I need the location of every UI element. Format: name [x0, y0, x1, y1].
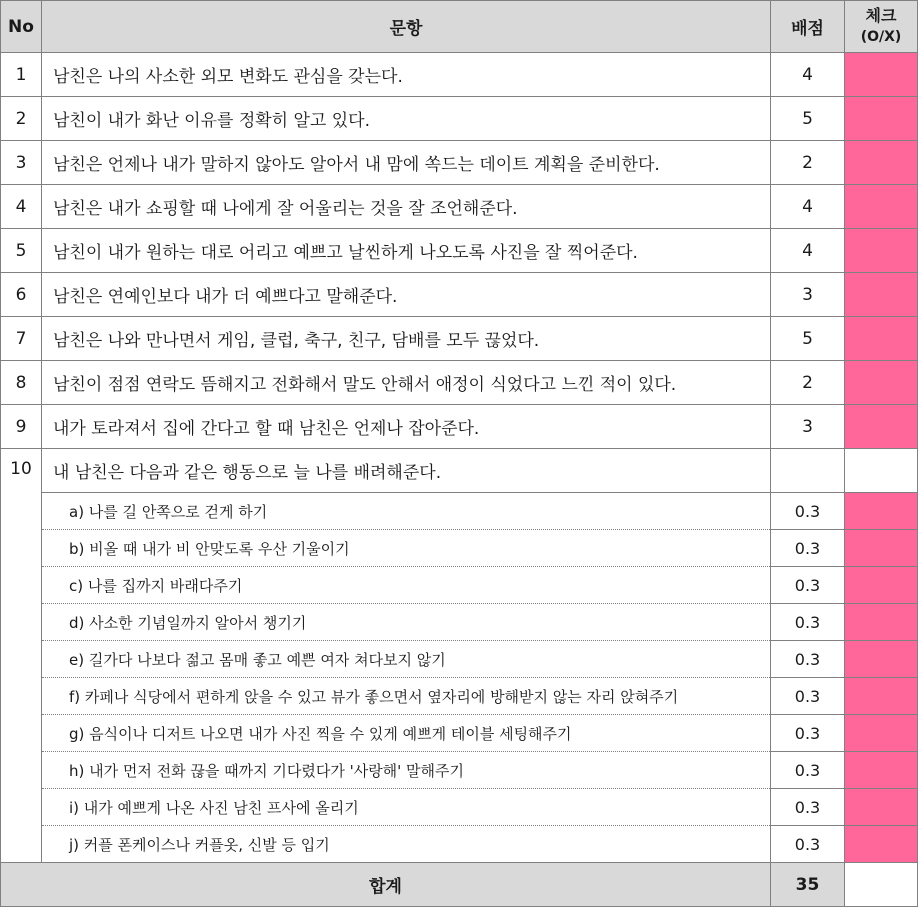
row-points: 2 [771, 141, 845, 185]
table-row [1, 361, 918, 405]
row-points: 4 [771, 229, 845, 273]
sub-item-text: b) 비올 때 내가 비 안맞도록 우산 기울이기 [42, 530, 771, 567]
header-check [845, 1, 918, 53]
sub-item-points: 0.3 [771, 678, 845, 715]
check-cell[interactable] [845, 141, 918, 185]
row-question: 내 남친은 다음과 같은 행동으로 늘 나를 배려해준다. [42, 449, 771, 493]
row-number: 2 [1, 97, 42, 141]
row-points-empty [771, 449, 845, 493]
sub-item-points: 0.3 [771, 530, 845, 567]
row-points: 3 [771, 273, 845, 317]
check-cell[interactable] [845, 752, 918, 789]
row-points: 4 [771, 53, 845, 97]
row-number: 3 [1, 141, 42, 185]
sub-item-text: h) 내가 먼저 전화 끊을 때까지 기다렸다가 '사랑해' 말해주기 [42, 752, 771, 789]
total-check-cell [845, 863, 918, 907]
row-points: 5 [771, 97, 845, 141]
check-cell[interactable] [845, 361, 918, 405]
row-number: 10 [1, 449, 42, 863]
table-row [1, 317, 918, 361]
header-check-sub: (O/X) [860, 29, 902, 45]
row-question: 남친이 점점 연락도 뜸해지고 전화해서 말도 안해서 애정이 식었다고 느낀 적이 있다. [42, 361, 771, 405]
check-cell[interactable] [845, 185, 918, 229]
header-question: 문항 [42, 1, 771, 53]
table-row [1, 449, 918, 493]
sub-item-row [1, 567, 918, 604]
sub-item-points: 0.3 [771, 641, 845, 678]
sub-item-points: 0.3 [771, 826, 845, 863]
sub-item-row [1, 678, 918, 715]
sub-item-text: c) 나를 집까지 바래다주기 [42, 567, 771, 604]
sub-item-text: e) 길가다 나보다 젊고 몸매 좋고 예쁜 여자 쳐다보지 않기 [42, 641, 771, 678]
check-cell[interactable] [845, 273, 918, 317]
row-number: 6 [1, 273, 42, 317]
row-number: 9 [1, 405, 42, 449]
row-points: 3 [771, 405, 845, 449]
table-row [1, 405, 918, 449]
row-question: 남친이 내가 화난 이유를 정확히 알고 있다. [42, 97, 771, 141]
header-check-label: 체크 [865, 6, 897, 25]
check-cell[interactable] [845, 530, 918, 567]
sub-item-text: i) 내가 예쁘게 나온 사진 남친 프사에 올리기 [42, 789, 771, 826]
table-row [1, 141, 918, 185]
check-cell[interactable] [845, 53, 918, 97]
table-row [1, 97, 918, 141]
sub-item-text: f) 카페나 식당에서 편하게 앉을 수 있고 뷰가 좋으면서 옆자리에 방해받지 않는 자리 앉혀주기 [42, 678, 771, 715]
table-row [1, 185, 918, 229]
sub-item-points: 0.3 [771, 789, 845, 826]
row-points: 2 [771, 361, 845, 405]
row-number: 8 [1, 361, 42, 405]
row-question: 남친은 언제나 내가 말하지 않아도 알아서 내 맘에 쏙드는 데이트 계획을 준비한다. [42, 141, 771, 185]
check-cell[interactable] [845, 678, 918, 715]
sub-item-row [1, 604, 918, 641]
check-cell[interactable] [845, 493, 918, 530]
check-cell[interactable] [845, 317, 918, 361]
check-cell[interactable] [845, 97, 918, 141]
total-points: 35 [771, 863, 845, 907]
table-row [1, 229, 918, 273]
row-question: 남친이 내가 원하는 대로 어리고 예쁘고 날씬하게 나오도록 사진을 잘 찍어준다. [42, 229, 771, 273]
table-row [1, 53, 918, 97]
header-no: No [1, 1, 42, 53]
total-label: 합계 [1, 863, 771, 907]
sub-item-row [1, 715, 918, 752]
row-question: 남친은 나의 사소한 외모 변화도 관심을 갖는다. [42, 53, 771, 97]
check-cell[interactable] [845, 567, 918, 604]
row-question: 남친은 연예인보다 내가 더 예쁘다고 말해준다. [42, 273, 771, 317]
sub-item-row [1, 530, 918, 567]
check-cell[interactable] [845, 641, 918, 678]
sub-item-row [1, 826, 918, 863]
check-cell-empty [845, 449, 918, 493]
sub-item-points: 0.3 [771, 752, 845, 789]
sub-item-points: 0.3 [771, 715, 845, 752]
row-question: 남친은 내가 쇼핑할 때 나에게 잘 어울리는 것을 잘 조언해준다. [42, 185, 771, 229]
row-points: 4 [771, 185, 845, 229]
row-question: 남친은 나와 만나면서 게임, 클럽, 축구, 친구, 담배를 모두 끊었다. [42, 317, 771, 361]
check-cell[interactable] [845, 789, 918, 826]
check-cell[interactable] [845, 229, 918, 273]
row-points: 5 [771, 317, 845, 361]
sub-item-text: g) 음식이나 디저트 나오면 내가 사진 찍을 수 있게 예쁘게 테이블 세팅해주기 [42, 715, 771, 752]
sub-item-row [1, 752, 918, 789]
sub-item-points: 0.3 [771, 493, 845, 530]
row-number: 1 [1, 53, 42, 97]
sub-item-text: d) 사소한 기념일까지 알아서 챙기기 [42, 604, 771, 641]
row-question: 내가 토라져서 집에 간다고 할 때 남친은 언제나 잡아준다. [42, 405, 771, 449]
header-points: 배점 [771, 1, 845, 53]
check-cell[interactable] [845, 715, 918, 752]
sub-item-row [1, 789, 918, 826]
sub-item-text: j) 커플 폰케이스나 커플옷, 신발 등 입기 [42, 826, 771, 863]
row-number: 7 [1, 317, 42, 361]
sub-item-row [1, 493, 918, 530]
header-row [1, 1, 918, 53]
sub-item-text: a) 나를 길 안쪽으로 걷게 하기 [42, 493, 771, 530]
sub-item-points: 0.3 [771, 604, 845, 641]
check-cell[interactable] [845, 405, 918, 449]
table-row [1, 273, 918, 317]
row-number: 5 [1, 229, 42, 273]
sub-item-points: 0.3 [771, 567, 845, 604]
row-number: 4 [1, 185, 42, 229]
total-row [1, 863, 918, 907]
sub-item-row [1, 641, 918, 678]
check-cell[interactable] [845, 826, 918, 863]
check-cell[interactable] [845, 604, 918, 641]
